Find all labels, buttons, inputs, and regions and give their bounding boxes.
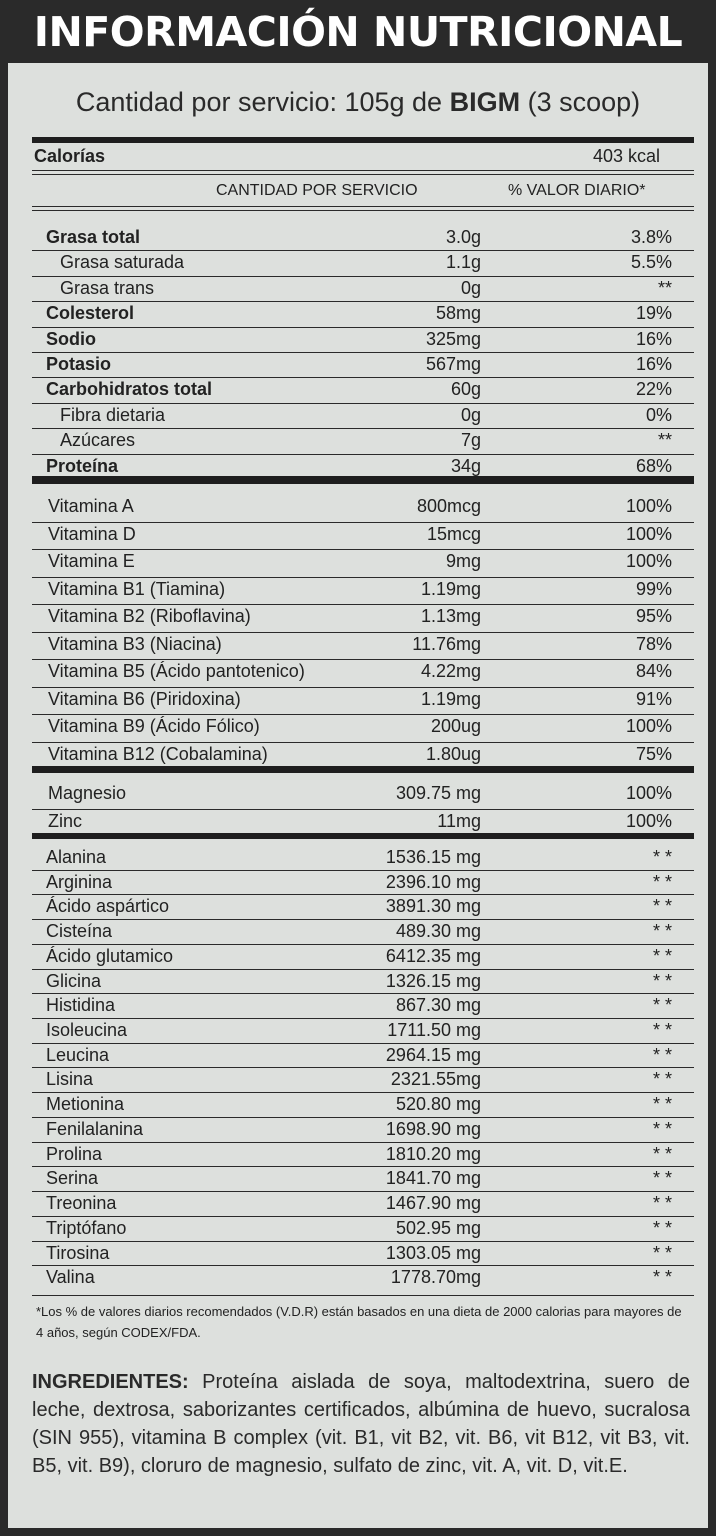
nutrient-name: Histidina bbox=[46, 995, 116, 1016]
nutrient-name: Serina bbox=[46, 1168, 99, 1189]
nutrient-name: Grasa saturada bbox=[60, 252, 185, 273]
nutrient-name: Lisina bbox=[46, 1069, 94, 1090]
ingredients bbox=[32, 1368, 690, 1480]
nutrient-amount: 6412.35 mg bbox=[385, 945, 481, 966]
nutrient-amount: 520.80 mg bbox=[395, 1094, 481, 1115]
nutrient-name: Vitamina B2 (Riboflavina) bbox=[48, 606, 251, 626]
nutrient-name: Vitamina B9 (Ácido Fólico) bbox=[48, 716, 260, 736]
nutrient-amount: 2964.15 mg bbox=[385, 1044, 481, 1065]
section-divider bbox=[32, 833, 694, 839]
nutrient-daily-value: * * bbox=[652, 1242, 672, 1263]
nutrient-amount: 1.13mg bbox=[420, 606, 481, 626]
nutrient-daily-value: 0% bbox=[645, 404, 672, 425]
nutrient-name: Vitamina B6 (Piridoxina) bbox=[48, 688, 241, 709]
footnote: *Los % de valores diarios recomendados (V.D.R) están basados en una dieta de 2000 calorias para mayores de 4 años, según CODEX/FDA. bbox=[36, 1304, 682, 1340]
nutrient-name: Treonina bbox=[46, 1193, 117, 1214]
nutrient-amount: 1.19mg bbox=[420, 578, 481, 599]
row-divider bbox=[32, 1295, 694, 1296]
nutrient-name: Valina bbox=[46, 1267, 95, 1288]
nutrient-daily-value: * * bbox=[652, 1143, 672, 1164]
nutrient-amount: 1326.15 mg bbox=[385, 970, 481, 991]
nutrient-amount: 1841.70 mg bbox=[385, 1168, 481, 1189]
nutrient-amount: 1467.90 mg bbox=[385, 1193, 481, 1214]
nutrient-amount: 2321.55mg bbox=[390, 1069, 481, 1090]
nutrient-amount: 1.19mg bbox=[420, 688, 481, 709]
nutrient-daily-value: * * bbox=[652, 847, 672, 867]
nutrient-daily-value: * * bbox=[652, 1193, 672, 1214]
section-divider bbox=[32, 476, 694, 484]
nutrient-daily-value: 100% bbox=[625, 810, 672, 831]
top-divider bbox=[32, 137, 694, 143]
divider bbox=[32, 174, 694, 175]
nutrient-name: Vitamina E bbox=[48, 551, 135, 571]
nutrient-amount: 200ug bbox=[430, 716, 481, 736]
section-divider bbox=[32, 766, 694, 773]
serving-size bbox=[0, 84, 716, 120]
nutrient-name: Alanina bbox=[46, 847, 107, 867]
nutrient-amount: 0g bbox=[460, 404, 481, 425]
product-name: BIGM bbox=[449, 87, 521, 117]
calories-label: Calorías bbox=[34, 146, 106, 166]
nutrient-amount: 11.76mg bbox=[412, 633, 481, 654]
nutrient-daily-value: * * bbox=[652, 1044, 672, 1065]
nutrient-daily-value: * * bbox=[652, 1217, 672, 1238]
nutrient-name: Metionina bbox=[46, 1094, 125, 1115]
nutrient-daily-value: 16% bbox=[635, 328, 672, 349]
nutrient-daily-value: 100% bbox=[625, 523, 672, 544]
ingredients-label: INGREDIENTES: bbox=[32, 1371, 189, 1393]
nutrient-daily-value: 75% bbox=[635, 743, 672, 764]
divider bbox=[32, 206, 694, 207]
nutrient-name: Magnesio bbox=[48, 783, 127, 803]
nutrient-amount: 60g bbox=[450, 379, 481, 400]
nutrient-amount: 1711.50 mg bbox=[387, 1020, 481, 1041]
nutrient-daily-value: * * bbox=[652, 1168, 672, 1189]
nutrient-name: Grasa trans bbox=[60, 277, 155, 298]
nutrient-amount: 3891.30 mg bbox=[385, 896, 481, 917]
calories-value: 403 kcal bbox=[592, 146, 660, 166]
nutrient-name: Potasio bbox=[46, 354, 112, 374]
nutrient-amount: 1.1g bbox=[445, 252, 481, 273]
nutrient-daily-value: ** bbox=[657, 430, 672, 451]
nutrient-name: Vitamina B12 (Cobalamina) bbox=[48, 743, 268, 764]
nutrient-amount: 867.30 mg bbox=[395, 995, 481, 1016]
ingredients-text: Proteína aislada de soya, maltodextrina, suero de leche, dextrosa, saborizantes certificados, albúmina de huevo, sucralosa (SIN 955), vitamina B complex (vit. B1, vit B2, vit. B6, vit B12, vit B3, vit. B5, vit. B9), cloruro de magnesio, sulfato de zinc, vit. A, vit. D, vit.E. bbox=[32, 1371, 690, 1477]
nutrient-name: Isoleucina bbox=[46, 1020, 128, 1041]
nutrient-daily-value: * * bbox=[652, 970, 672, 991]
nutrient-daily-value: 100% bbox=[625, 716, 672, 736]
nutrient-name: Vitamina D bbox=[48, 523, 136, 544]
nutrient-amount: 800mcg bbox=[416, 496, 481, 516]
nutrient-amount: 502.95 mg bbox=[395, 1217, 481, 1238]
divider bbox=[32, 210, 694, 211]
nutrient-name: Vitamina B1 (Tiamina) bbox=[48, 578, 226, 599]
nutrient-name: Vitamina B3 (Niacina) bbox=[48, 633, 222, 654]
nutrient-name: Colesterol bbox=[46, 303, 135, 324]
nutrient-amount: 567mg bbox=[425, 354, 481, 374]
nutrient-amount: 309.75 mg bbox=[395, 783, 481, 803]
nutrient-amount: 4.22mg bbox=[420, 661, 481, 681]
serving-suffix: (3 scoop) bbox=[520, 87, 641, 117]
nutrient-amount: 15mcg bbox=[426, 523, 481, 544]
nutrient-daily-value: 16% bbox=[635, 354, 672, 374]
nutrient-name: Ácido aspártico bbox=[46, 896, 170, 917]
nutrient-daily-value: 100% bbox=[625, 551, 672, 571]
nutrient-amount: 1698.90 mg bbox=[385, 1118, 481, 1139]
nutrient-daily-value: * * bbox=[652, 1020, 672, 1041]
nutrient-daily-value: * * bbox=[652, 995, 672, 1016]
nutrient-amount: 0g bbox=[460, 277, 481, 298]
nutrient-daily-value: 22% bbox=[635, 379, 672, 400]
nutrient-amount: 3.0g bbox=[445, 227, 481, 247]
nutrient-daily-value: * * bbox=[652, 1267, 672, 1288]
nutrient-daily-value: 68% bbox=[635, 455, 672, 476]
nutrient-name: Ácido glutamico bbox=[46, 945, 174, 966]
nutrient-amount: 9mg bbox=[445, 551, 481, 571]
nutrient-amount: 489.30 mg bbox=[395, 921, 481, 942]
serving-prefix: Cantidad por servicio: 105g de bbox=[75, 87, 450, 117]
nutrient-name: Fibra dietaria bbox=[60, 404, 166, 425]
nutrient-daily-value: 100% bbox=[625, 496, 672, 516]
nutrient-name: Azúcares bbox=[60, 430, 136, 451]
nutrient-amount: 325mg bbox=[425, 328, 481, 349]
nutrient-daily-value: * * bbox=[652, 945, 672, 966]
nutrient-amount: 34g bbox=[450, 455, 481, 476]
nutrient-name: Cisteína bbox=[46, 921, 113, 942]
nutrient-name: Grasa total bbox=[46, 227, 141, 247]
nutrient-name: Arginina bbox=[46, 871, 113, 892]
page-title: INFORMACIÓN NUTRICIONAL bbox=[33, 8, 683, 56]
nutrient-daily-value: 19% bbox=[635, 303, 672, 324]
nutrient-name: Carbohidratos total bbox=[46, 379, 213, 400]
nutrient-daily-value: 100% bbox=[625, 783, 672, 803]
nutrient-name: Glicina bbox=[46, 970, 102, 991]
nutrient-amount: 1536.15 mg bbox=[385, 847, 481, 867]
nutrient-amount: 1.80ug bbox=[425, 743, 481, 764]
nutrient-name: Vitamina B5 (Ácido pantotenico) bbox=[48, 661, 305, 681]
nutrient-name: Triptófano bbox=[46, 1217, 127, 1238]
nutrient-daily-value: * * bbox=[652, 871, 672, 892]
nutrient-daily-value: 3.8% bbox=[630, 227, 672, 247]
nutrient-name: Zinc bbox=[48, 810, 83, 831]
nutrient-name: Vitamina A bbox=[48, 496, 134, 516]
nutrient-name: Sodio bbox=[46, 328, 96, 349]
nutrient-amount: 1303.05 mg bbox=[385, 1242, 481, 1263]
column-daily-value: % VALOR DIARIO* bbox=[508, 182, 646, 199]
nutrient-amount: 7g bbox=[460, 430, 481, 451]
nutrient-amount: 1778.70mg bbox=[390, 1267, 481, 1288]
nutrient-daily-value: * * bbox=[652, 921, 672, 942]
nutrient-daily-value: 84% bbox=[635, 661, 672, 681]
nutrient-amount: 1810.20 mg bbox=[385, 1143, 481, 1164]
nutrient-name: Prolina bbox=[46, 1143, 103, 1164]
nutrient-daily-value: * * bbox=[652, 896, 672, 917]
nutrient-amount: 2396.10 mg bbox=[385, 871, 481, 892]
nutrient-name: Leucina bbox=[46, 1044, 110, 1065]
nutrient-amount: 58mg bbox=[435, 303, 481, 324]
nutrient-daily-value: 78% bbox=[635, 633, 672, 654]
nutrient-daily-value: 95% bbox=[635, 606, 672, 626]
column-amount: CANTIDAD POR SERVICIO bbox=[216, 182, 418, 199]
nutrient-daily-value: 99% bbox=[635, 578, 672, 599]
nutrient-daily-value: * * bbox=[652, 1094, 672, 1115]
nutrient-daily-value: * * bbox=[652, 1118, 672, 1139]
nutrient-daily-value: * * bbox=[652, 1069, 672, 1090]
nutrient-daily-value: 5.5% bbox=[630, 252, 672, 273]
nutrient-daily-value: 91% bbox=[635, 688, 672, 709]
nutrient-name: Fenilalanina bbox=[46, 1118, 144, 1139]
nutrient-name: Tirosina bbox=[46, 1242, 110, 1263]
nutrient-name: Proteína bbox=[46, 455, 119, 476]
divider bbox=[32, 170, 694, 171]
nutrient-daily-value: ** bbox=[657, 277, 672, 298]
nutrient-amount: 11mg bbox=[437, 810, 481, 831]
